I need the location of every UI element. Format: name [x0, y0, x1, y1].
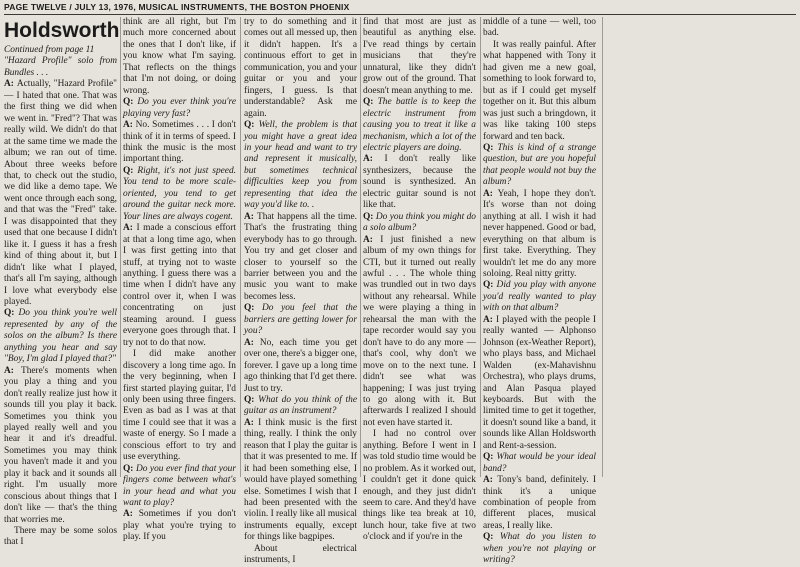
answer: A: I just finished a new album of my own things for CTI, but it turned out really awful . . . The whole thing was trundled out in two days without any rehearsal. While we were playing a thing in rehearsal the man with the tape recorder would say you don't have to do any more — that's cool, why don't we move on to the next tune. I didn't see what was happening; I was just trying to go along with it. But afterwards I realized I should not even have started it.	[363, 234, 476, 428]
paragraph: try to do something and it comes out all messed up, then it didn't happen. It's a continuous effort to get in communication, you and your guitar or you and your fingers, I guess. Is that understandable? Ask me again.	[244, 17, 357, 119]
question: Q: Do you think you're well represented by any of the solos on the album? Is there anything you hear and say "Boy, I'm glad I played that?"	[4, 308, 117, 365]
intro-text: "Hazard Profile" solo from Bundles . . .	[4, 56, 117, 78]
header-rule	[4, 14, 796, 15]
article-column-2	[123, 17, 236, 543]
question: Q: Do you ever find that your fingers come between what's in your head and what you want to play?	[123, 463, 236, 509]
answer: A: Actually, "Hazard Profile" — I hated that one. That was the first thing we did when we went in. "Fred"? That was really wild. We didn't do that at the same time we made the album; we ran out of time. About three weeks before that, to check out the studio, we did like a demo tape. We went once through each song, and that was the "Fred" take. I was disappointed that they used that one because I didn't like it. I guess it has a fresh kind of thing about it, but I didn't like what I played, that's all I'm saying, although I love what everybody else played.	[4, 79, 117, 307]
paragraph: think are all right, but I'm much more concerned about the ones that I don't like, if you know what I'm saying. That reflects on the things that I'm not doing, or doing wrong.	[123, 17, 236, 96]
page-header: PAGE TWELVE / JULY 13, 1976, MUSICAL INSTRUMENTS, THE BOSTON PHOENIX	[4, 2, 350, 12]
paragraph: middle of a tune — well, too bad.	[483, 17, 596, 39]
column-divider	[602, 17, 603, 477]
question: Q: Do you ever think you're playing very fast?	[123, 97, 236, 119]
article-column-5	[483, 17, 596, 566]
paragraph: It was really painful. After what happened with Tony it had given me a new goal, something to look forward to, but as if I could get myself together on it. But this album was just such a bringdown, it was like taking 100 steps forward and ten back.	[483, 39, 596, 142]
article-headline: Holdsworth	[4, 19, 120, 42]
answer: A: No. Sometimes . . . I don't think of it in terms of speed. I think the music is the most important thing.	[123, 120, 236, 165]
answer: A: Sometimes if you don't play what you're trying to play. If you	[123, 509, 236, 543]
paragraph: find that most are just as beautiful as anything else. I've read things by certain musicians that they're unnatural, like they didn't grow out of the ground. That doesn't mean anything to me.	[363, 17, 476, 96]
answer: A: I think music is the first thing, really. I think the only reason that I play the guitar is that it was presented to me. If it had been something else, I would have played something else. Sometimes I wish that I had been presented with the violin. I really like all musical instruments equally, except for things like bagpipes.	[244, 417, 357, 543]
question: Q: What do you listen to when you're not playing or writing?	[483, 532, 596, 566]
article-column-3	[244, 17, 357, 566]
answer: A: There's moments when you play a thing and you don't really realize just how it sounds till you play it back. Sometimes you think you played really well and you hear it and it's dreadful. Sometimes you may think you haven't made it and you play it back and it sounds all right. I'm usually more conscious about things that I don't like — that's the thing that worries me.	[4, 365, 117, 525]
question: Q: Do you think you might do a solo album?	[363, 211, 476, 234]
paragraph: There may be some solos that I	[4, 526, 117, 548]
continued-note: Continued from page 11	[4, 45, 95, 55]
question: Q: Right, it's not just speed. You tend to be more scale-oriented, you tend to get around the guitar neck more. Your lines are always cogent.	[123, 165, 236, 222]
paragraph: About electrical instruments, I	[244, 543, 357, 566]
question: Q: What do you think of the guitar as an instrument?	[244, 394, 357, 417]
question: Q: This is kind of a strange question, but are you hopeful that people would not buy the album?	[483, 142, 596, 188]
column-divider	[360, 17, 361, 477]
article-column-4	[363, 17, 476, 543]
answer: A: I made a conscious effort at that a long time ago, when I was first getting into that stuff, at trying not to waste anything. I guess there was a time when I didn't have any control over it, when I was concentrating on just steaming around. I guess everyone goes through that. I try not to do that now.	[123, 223, 236, 348]
column-divider	[120, 17, 121, 477]
question: Q: Do you feel that the barriers are getting lower for you?	[244, 303, 357, 337]
answer: A: I played with the people I really wanted — Alphonso Johnson (ex-Weather Report), who plays bass, and Michael Walden (ex-Mahavishnu Orchestra), who plays drums, and Alan Pasqua played keyboards. But with the limited time to get it together, it doesn't sound like a band, it sounds like Allan Holdsworth and Rent-a-session.	[483, 314, 596, 451]
question: Q: What would be your ideal band?	[483, 452, 596, 474]
question: Q: Did you play with anyone you'd really wanted to play with on that album?	[483, 280, 596, 314]
answer: A: I don't really like synthesizers, because the sound is synthesized. An electric guitar sound is not like that.	[363, 154, 476, 211]
paragraph: I had no control over anything. Before I went in I was told studio time would be no problem. As it worked out, I couldn't get it done quick enough, and they just didn't seem to care. And they'd have things like tea break at 10, lunch hour, take five at two o'clock and if you're in the	[363, 429, 476, 543]
question: Q: The battle is to keep the electric instrument from causing you to treat it like a mechanism, which a lot of the electric players are doing.	[363, 97, 476, 153]
paragraph: I did make another discovery a long time ago. In the very beginning, when I first started playing guitar, I'd only been using three fingers. Even as bad as I was at that time I could see that it was a waste of energy. So I made a conscious effort to try and use everything.	[123, 349, 236, 463]
answer: A: Yeah, I hope they don't. It's worse than not doing anything at all. I wish it had never happened. Good or bad, everything on that album is first take. Everything. They wouldn't let me do any more soloing. Real nitty gritty.	[483, 188, 596, 279]
column-divider	[480, 17, 481, 477]
article-column-1	[4, 17, 120, 548]
column-divider	[240, 17, 241, 477]
answer: A: Tony's band, definitely. I think it's a unique combination of people from different places, musical areas, I really like.	[483, 475, 596, 531]
question: Q: Well, the problem is that you might have a great idea in your head and want to try and represent it musically, but sometimes technical difficulties keep you from representing that idea the way you'd like to. .	[244, 120, 357, 211]
answer: A: No, each time you get over one, there's a bigger one, forever. I gave up a long time ago thinking that I'd get there. Just to try.	[244, 337, 357, 394]
answer: A: That happens all the time. That's the frustrating thing everybody has to go through. You try and get closer and closer to yourself so the barrier between you and the music you want to make becomes less.	[244, 211, 357, 302]
